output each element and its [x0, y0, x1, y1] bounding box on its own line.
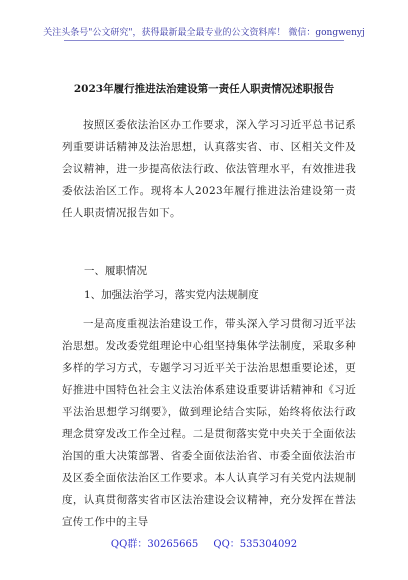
header-divider	[64, 40, 344, 41]
subsection-heading: 1、加强法治学习，落实党内法规制度	[84, 289, 259, 301]
footer-qq-group: QQ群：30265665	[110, 539, 199, 550]
section-heading: 一、履职情况	[84, 265, 147, 277]
body-paragraph: 一是高度重视法治建设工作，带头深入学习贯彻习近平法治思想。发改委党组理论中心组坚持集体学法制度，采取多种多样的学习方式，专题学习习近平关于法治思想重要论述，更好推进中国特色社会主义法治体系建设重要讲话精神和《习近平法治思想学习纲要》，做到理论结合实际，始终将依法行政理念贯穿发改工作全过程。二是贯彻落实党中央关于全面依法治国的重大决策部署、省委全面依法治省、市委全面依法治市及区委全面依法治区工作要求。本人认真学习有关党内法规制度，认真贯彻落实省市区法治建设会议精神，充分发挥在普法宣传工作中的主导	[62, 318, 356, 528]
intro-paragraph: 按照区委依法治区办工作要求，深入学习习近平总书记系列重要讲话精神及法治思想，认真落实省、市、区相关文件及会议精神，进一步提高依法行政、依法管理水平，有效推进我委依法治区工作。现将本人2023年履行推进法治建设第一责任人职责情况报告如下。	[62, 119, 356, 219]
footer-contacts	[0, 535, 408, 550]
document-title: 2023年履行推进法治建设第一责任人职责情况述职报告	[73, 83, 335, 95]
footer-qq: QQ：535304092	[213, 539, 298, 550]
header-note: 关注头条号"公文研究"，获得最新最全最专业的公文资料库！ 微信：gongwenyj	[43, 28, 365, 38]
